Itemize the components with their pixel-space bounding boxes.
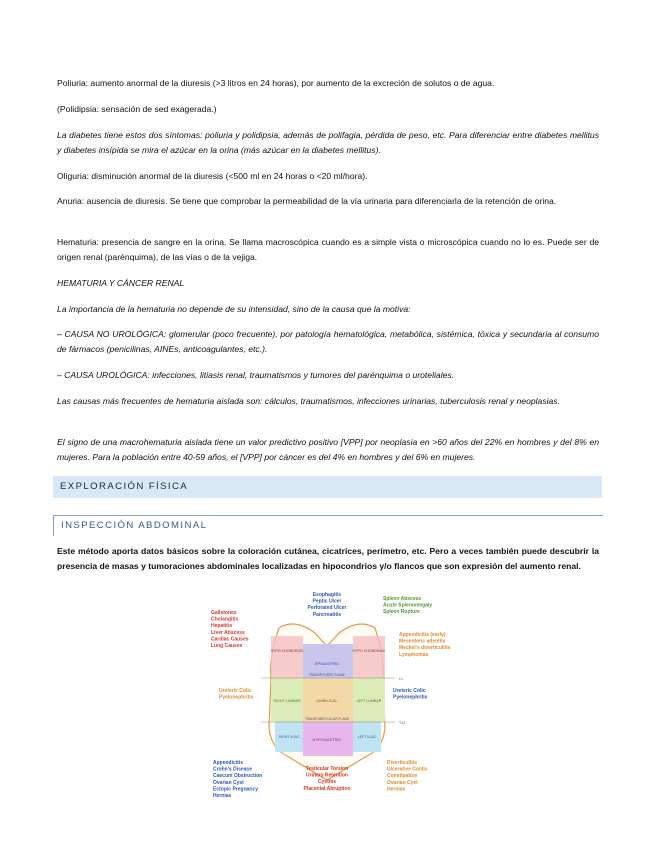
paragraph-anuria: Anuria: ausencia de diuresis. Se tiene que comprobar la permeabilidad de la vía urinaria para diferenciarla de la retención de orina. bbox=[57, 196, 557, 206]
label-top-1: Peptic Ulcer bbox=[312, 598, 342, 605]
plane-label-l1: L1 bbox=[399, 677, 403, 681]
paragraph-causa-no-urologica: – CAUSA NO UROLÓGICA: glomerular (poco frecuente), por patología hematológica, metabólica, sistémica, tóxica y secundaria al consumo de fármacos (penicilinas, AINEs, anticoagulantes, etc.). bbox=[57, 329, 599, 354]
label-lower-left-3: Ovarian Cyst bbox=[213, 779, 244, 786]
label-lower-center-1: Urinary Retention bbox=[306, 772, 348, 779]
label-right-mid-3: Lymphomas bbox=[399, 651, 429, 658]
label-mid-left-1: Pyelonephritis bbox=[219, 694, 254, 701]
abdominal-regions-diagram bbox=[209, 588, 451, 810]
plane-label-transpyloric: TRANSPYLORIC PLANE bbox=[308, 673, 346, 677]
label-lower-center-2: Cystitis bbox=[317, 779, 337, 786]
label-lower-center-3: Placental Abruption bbox=[303, 785, 351, 792]
right-hypochondriac-region bbox=[271, 636, 303, 678]
label-right-mid-1: Mesenteric adenitis bbox=[399, 638, 446, 645]
label-lower-left-1: Crohn's Disease bbox=[213, 766, 252, 773]
label-upper-left-0: Gallstones bbox=[211, 610, 237, 616]
label-lower-left-4: Ectopic Pregnancy bbox=[213, 786, 259, 793]
left-hypochondriac-region bbox=[353, 636, 385, 678]
region-label-epigastric: EPIGASTRIC bbox=[314, 661, 340, 666]
label-lower-center-0: Testicular Torsion bbox=[305, 766, 349, 772]
paragraph-poliuria: Poliuria: aumento anormal de la diuresis (>3 litros en 24 horas), por aumento de la excreción de solutos o de agua. bbox=[57, 78, 495, 88]
heading-hematuria-cancer: HEMATURIA Y CÁNCER RENAL bbox=[57, 278, 185, 288]
region-label-umbilical: UMBILICAL bbox=[316, 698, 338, 703]
paragraph-importancia: La importancia de la hematuria no depende de su intensidad, sino de la causa que la motiva: bbox=[57, 304, 411, 314]
label-lower-right-2: Constipation bbox=[387, 773, 418, 780]
label-top-0: Esophagitis bbox=[312, 592, 342, 598]
plane-label-t12: T12 bbox=[399, 721, 406, 725]
region-label-right-iliac: RIGHT ILIAC bbox=[278, 735, 300, 739]
label-mid-left-0: Ureteric Colic bbox=[219, 688, 252, 694]
label-right-mid-2: Meckel's diverticulitis bbox=[399, 645, 451, 652]
paragraph-hematuria: Hematuria: presencia de sangre en la orina. Se llama macroscópica cuando es a simple vista o microscópica cuando no lo es. Puede ser de origen renal (parénquima), de las vías o de la vejiga. bbox=[57, 237, 599, 262]
paragraph-polidipsia: (Polidipsia: sensación de sed exagerada.) bbox=[57, 104, 217, 114]
region-label-left-lumbar: LEFT LUMBAR bbox=[356, 699, 382, 703]
subsection-title: INSPECCIÓN ABDOMINAL bbox=[61, 520, 208, 531]
paragraph-inspeccion: Este método aporta datos básicos sobre la coloración cutánea, cicatrices, perímetro, etc. Pero a veces también puede descubrir la presencia de masas y tumoraciones abdominales localizadas en hipocondrios y/o flancos que son expresión del aumento renal. bbox=[57, 546, 599, 571]
label-upper-left-1: Cholangitis bbox=[211, 616, 239, 623]
label-lower-right-4: Hernias bbox=[387, 786, 406, 793]
label-upper-right-0: Spleen Abscess bbox=[383, 596, 422, 602]
label-upper-left-3: Liver Abscess bbox=[211, 629, 245, 636]
region-label-right-hypochondriac: HYPO CHONDRIAC bbox=[270, 649, 304, 653]
section-heading-exploracion bbox=[53, 476, 602, 498]
label-upper-left-5: Lung Causes bbox=[211, 643, 243, 649]
section-title: EXPLORACIÓN FÍSICA bbox=[60, 481, 189, 492]
label-upper-right-1: Acute Splenomegaly bbox=[383, 602, 433, 609]
paragraph-signo-vpp: El signo de una macrohematuria aislada tiene un valor predictivo positivo [VPP] por neoplasia en >60 años del 22% en hombres y del 8% en mujeres. Para la población entre 40-59 años, el [VPP] por cáncer es del 4% en hombres y del 6% en mujeres. bbox=[57, 437, 599, 462]
region-label-hypogastric: HYPOGASTRIC bbox=[312, 737, 342, 742]
region-label-left-iliac: LEFT ILIAC bbox=[357, 735, 377, 739]
label-right-mid-0: Appendicitis (early) bbox=[399, 632, 446, 638]
label-upper-left-4: Cardiac Causes bbox=[211, 636, 249, 643]
label-lower-left-0: Appendicitis bbox=[213, 760, 244, 766]
label-lower-right-1: Ulcerative Colitis bbox=[387, 766, 428, 773]
subsection-heading-inspeccion bbox=[53, 515, 603, 536]
paragraph-oliguria: Oliguria: disminución anormal de la diuresis (<500 ml en 24 horas o <20 ml/hora). bbox=[57, 171, 368, 181]
paragraph-diabetes: La diabetes tiene estos dos síntomas: poliuria y polidipsia, además de polifagia, pérdida de peso, etc. Para diferenciar entre diabetes mellitus y diabetes insípida se mira el azúcar en la orina (más azúcar en la diabetes mellitus). bbox=[57, 130, 599, 155]
plane-label-transtubercular: TRANSTUBERCULAR PLANE bbox=[305, 717, 349, 721]
region-label-right-lumbar: RIGHT LUMBAR bbox=[273, 699, 301, 703]
label-upper-right-2: Spleen Rupture bbox=[383, 609, 420, 616]
label-upper-left-2: Hepatitis bbox=[211, 623, 233, 630]
label-top-2: Perforated Ulcer bbox=[307, 605, 347, 612]
region-label-left-hypochondriac: HYPO CHONDRIAC bbox=[352, 649, 386, 653]
label-mid-right-0: Ureteric Colic bbox=[393, 688, 426, 694]
paragraph-causas-frecuentes: Las causas más frecuentes de hematuria aislada son: cálculos, traumatismos, infecciones urinarias, tuberculosis renal y neoplasias. bbox=[57, 396, 560, 406]
paragraph-causa-urologica: – CAUSA UROLÓGICA: infecciones, litiasis renal, traumatismos y tumores del parénquima o uroteliales. bbox=[57, 370, 455, 380]
label-lower-right-0: Diverticulitis bbox=[387, 760, 418, 766]
label-lower-left-5: Hernias bbox=[213, 793, 232, 799]
label-lower-right-3: Ovarian Cyst bbox=[387, 779, 418, 786]
label-mid-right-1: Pyelonephritis bbox=[393, 694, 428, 701]
label-lower-left-2: Caecum Obstruction bbox=[213, 773, 263, 780]
label-top-3: Pancreatitis bbox=[312, 611, 342, 618]
